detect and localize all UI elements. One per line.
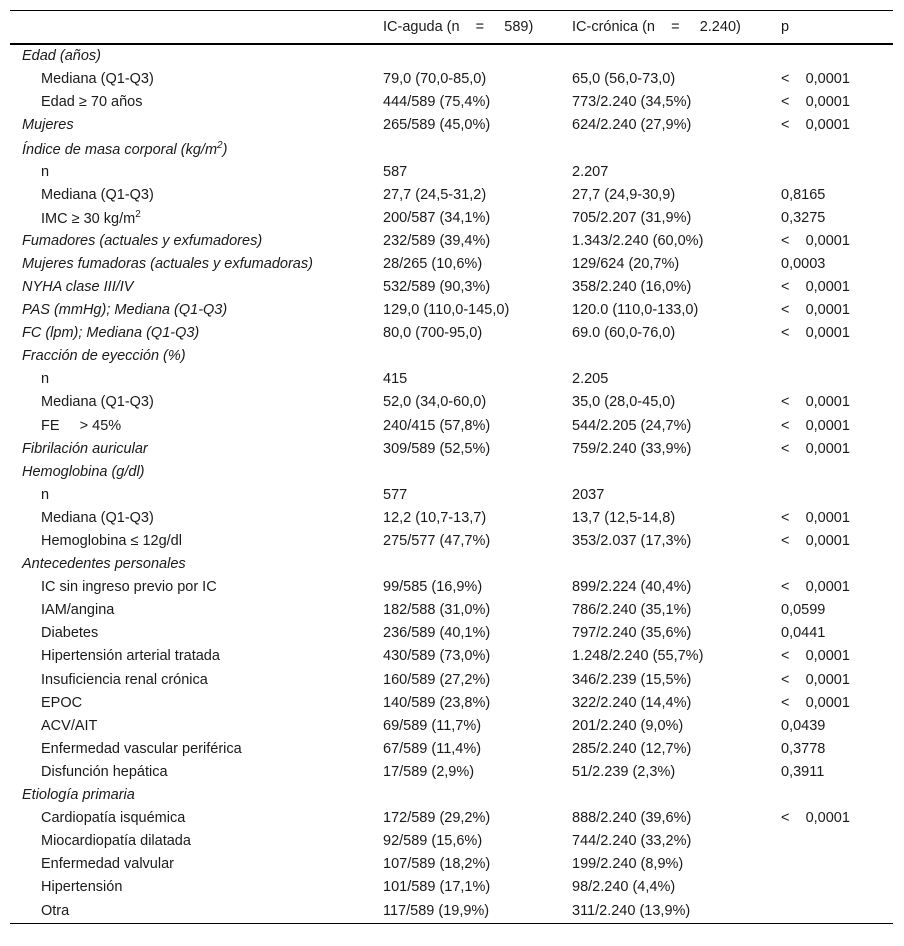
table-row — [10, 299, 893, 322]
row-label: Disfunción hepática — [41, 763, 168, 780]
cell-aguda: 240/415 (57,8%) — [383, 417, 491, 434]
table-row — [10, 876, 893, 899]
table-row — [10, 252, 893, 275]
cell-cronica — [572, 553, 781, 576]
row-label: IMC ≥ 30 $kg/m^2$ — [41, 208, 141, 227]
table-row — [10, 853, 893, 876]
cell-p: < 0,0001 — [781, 232, 850, 249]
table-row — [10, 437, 893, 460]
cell-aguda: 52,0 (34,0-60,0) — [383, 394, 487, 411]
cell-cronica: 65,0 (56,0-73,0) — [572, 71, 676, 88]
table-row — [10, 807, 893, 830]
cell-p: < 0,0001 — [781, 579, 850, 596]
cell-aguda: 265/589 (45,0%) — [383, 117, 491, 134]
table-row — [10, 391, 893, 414]
table-row — [10, 483, 893, 506]
row-label: Mediana (Q1-Q3) — [41, 186, 154, 203]
table-row — [10, 368, 893, 391]
row-label: ACV/AIT — [41, 717, 98, 734]
cell-cronica: 1.248/2.240 (55,7%) — [572, 648, 704, 665]
cell-aguda: 140/589 (23,8%) — [383, 694, 491, 711]
table-row — [10, 206, 893, 229]
cell-p: < 0,0001 — [781, 117, 850, 134]
cell-aguda: 99/585 (16,9%) — [383, 579, 483, 596]
cell-aguda: 577 — [383, 486, 408, 503]
cell-cronica: 744/2.240 (33,2%) — [572, 833, 692, 850]
cell-cronica — [572, 784, 781, 807]
cell-p: 0,0599 — [781, 602, 826, 619]
table-row — [10, 229, 893, 252]
cell-cronica: 51/2.239 (2,3%) — [572, 763, 676, 780]
table-row — [10, 899, 893, 924]
cell-cronica: 311/2.240 (13,9%) — [572, 899, 781, 924]
row-label: PAS (mmHg); Mediana (Q1-Q3) — [22, 302, 228, 319]
cell-p: < 0,0001 — [781, 694, 850, 711]
cell-p: < 0,0001 — [781, 509, 850, 526]
cell-cronica: 353/2.037 (17,3%) — [572, 533, 692, 550]
cell-aguda: 67/589 (11,4%) — [383, 740, 482, 757]
row-label: FC (lpm); Mediana (Q1-Q3) — [22, 325, 200, 342]
cell-cronica: 2037 — [572, 486, 605, 503]
cell-cronica: 759/2.240 (33,9%) — [572, 440, 692, 457]
table-row — [10, 622, 893, 645]
cell-cronica: 2.205 — [572, 371, 609, 388]
header-ic-aguda: IC-aguda (n = 589) — [383, 11, 572, 44]
row-label: Fumadores (actuales y exfumadores) — [22, 232, 263, 249]
cell-aguda: 415 — [383, 371, 408, 388]
cell-cronica: 773/2.240 (34,5%) — [572, 94, 692, 111]
row-label: n — [41, 486, 50, 503]
row-label: Fracción de eyección (%) — [22, 348, 186, 365]
cell-p: < 0,0001 — [781, 394, 850, 411]
row-label: IC sin ingreso previo por IC — [41, 579, 217, 596]
table-row — [10, 645, 893, 668]
cell-cronica — [572, 44, 781, 68]
cell-p — [781, 160, 893, 183]
cell-aguda: 28/265 (10,6%) — [383, 255, 483, 272]
cell-aguda: 532/589 (90,3%) — [383, 278, 491, 295]
row-label: Fibrilación auricular — [22, 440, 148, 457]
row-label: FE > 45% — [41, 417, 122, 434]
row-label: Índice de masa corporal $(kg/m^2)$ — [22, 139, 228, 158]
cell-p: < 0,0001 — [781, 671, 850, 688]
row-label: Hipertensión — [41, 879, 123, 896]
row-label: Cardiopatía isquémica — [41, 810, 186, 827]
cell-aguda: 101/589 (17,1%) — [383, 879, 491, 896]
table-row — [10, 737, 893, 760]
table-row — [10, 160, 893, 183]
cell-aguda: 79,0 (70,0-85,0) — [383, 71, 487, 88]
table-row — [10, 183, 893, 206]
table-row — [10, 68, 893, 91]
cell-aguda: 92/589 (15,6%) — [383, 833, 483, 850]
header-row — [10, 11, 893, 44]
cell-aguda: 69/589 (11,7%) — [383, 717, 482, 734]
row-label: Antecedentes personales — [22, 556, 186, 573]
row-label: Mediana (Q1-Q3) — [41, 509, 154, 526]
cell-cronica: 358/2.240 (16,0%) — [572, 278, 692, 295]
table-row — [10, 91, 893, 114]
cell-cronica: 2.207 — [572, 163, 609, 180]
cell-aguda: 182/588 (31,0%) — [383, 602, 491, 619]
cell-p: 0,0439 — [781, 717, 826, 734]
row-label: Edad (años) — [22, 48, 101, 65]
cell-cronica: 797/2.240 (35,6%) — [572, 625, 692, 642]
cell-p: < 0,0001 — [781, 440, 850, 457]
cell-p — [781, 553, 893, 576]
table-row — [10, 784, 893, 807]
cell-aguda: 160/589 (27,2%) — [383, 671, 491, 688]
cell-cronica: 120.0 (110,0-133,0) — [572, 302, 699, 319]
cell-cronica: 98/2.240 (4,4%) — [572, 879, 676, 896]
cell-aguda: 172/589 (29,2%) — [383, 810, 491, 827]
row-label: NYHA clase III/IV — [22, 278, 134, 295]
cell-cronica: 69.0 (60,0-76,0) — [572, 325, 676, 342]
table-row — [10, 275, 893, 298]
cell-p — [781, 899, 893, 924]
table-row — [10, 414, 893, 437]
cell-cronica: 544/2.205 (24,7%) — [572, 417, 692, 434]
cell-aguda: 129,0 (110,0-145,0) — [383, 302, 510, 319]
cell-cronica: 346/2.239 (15,5%) — [572, 671, 692, 688]
row-label: Miocardiopatía dilatada — [41, 833, 191, 850]
table-row — [10, 830, 893, 853]
cell-p — [781, 137, 893, 160]
table-row — [10, 460, 893, 483]
table-row — [10, 529, 893, 552]
table-row — [10, 714, 893, 737]
cell-cronica: 129/624 (20,7%) — [572, 255, 680, 272]
cell-p: < 0,0001 — [781, 648, 850, 665]
cell-aguda: 107/589 (18,2%) — [383, 856, 491, 873]
cell-aguda: 117/589 (19,9%) — [383, 899, 572, 924]
cell-p: < 0,0001 — [781, 810, 850, 827]
table-row — [10, 137, 893, 160]
cell-cronica: 322/2.240 (14,4%) — [572, 694, 692, 711]
cell-cronica: 35,0 (28,0-45,0) — [572, 394, 676, 411]
row-label: Otra — [10, 899, 383, 924]
cell-p: 0,0441 — [781, 625, 826, 642]
cell-cronica: 888/2.240 (39,6%) — [572, 810, 692, 827]
header-variable — [10, 11, 383, 44]
cell-cronica: 624/2.240 (27,9%) — [572, 117, 692, 134]
cell-aguda: 587 — [383, 163, 408, 180]
row-label: Etiología primaria — [22, 787, 135, 804]
cell-cronica: 786/2.240 (35,1%) — [572, 602, 692, 619]
cell-cronica: 899/2.224 (40,4%) — [572, 579, 692, 596]
cell-aguda — [383, 345, 572, 368]
cell-p — [781, 483, 893, 506]
cell-p — [781, 784, 893, 807]
row-label: n — [41, 163, 50, 180]
baseline-characteristics-table — [10, 10, 893, 924]
cell-p — [781, 44, 893, 68]
cell-cronica: 285/2.240 (12,7%) — [572, 740, 692, 757]
cell-aguda: 17/589 (2,9%) — [383, 763, 475, 780]
cell-aguda: 200/587 (34,1%) — [383, 209, 491, 226]
table-row — [10, 114, 893, 137]
row-label: Diabetes — [41, 625, 99, 642]
cell-aguda: 430/589 (73,0%) — [383, 648, 491, 665]
cell-p — [781, 345, 893, 368]
table-row — [10, 599, 893, 622]
table-row — [10, 691, 893, 714]
cell-cronica — [572, 460, 781, 483]
cell-aguda: 275/577 (47,7%) — [383, 533, 491, 550]
cell-p — [781, 853, 893, 876]
row-label: Hemoglobina (g/dl) — [22, 463, 145, 480]
row-label: Mediana (Q1-Q3) — [41, 394, 154, 411]
table-row — [10, 760, 893, 783]
cell-aguda: 12,2 (10,7-13,7) — [383, 509, 487, 526]
row-label: Hipertensión arterial tratada — [41, 648, 220, 665]
cell-p: 0,3778 — [781, 740, 826, 757]
cell-aguda: 444/589 (75,4%) — [383, 94, 491, 111]
cell-aguda — [383, 784, 572, 807]
cell-p: 0,3911 — [781, 763, 825, 780]
row-label: n — [41, 371, 50, 388]
cell-aguda: 309/589 (52,5%) — [383, 440, 491, 457]
cell-aguda: 27,7 (24,5-31,2) — [383, 186, 487, 203]
cell-p: < 0,0001 — [781, 533, 850, 550]
cell-p: < 0,0001 — [781, 417, 850, 434]
cell-p: 0,3275 — [781, 209, 826, 226]
cell-p: < 0,0001 — [781, 278, 850, 295]
cell-aguda: 232/589 (39,4%) — [383, 232, 491, 249]
cell-aguda — [383, 44, 572, 68]
cell-aguda — [383, 137, 572, 160]
table-row — [10, 345, 893, 368]
cell-aguda — [383, 460, 572, 483]
cell-cronica: 705/2.207 (31,9%) — [572, 209, 692, 226]
table-row — [10, 322, 893, 345]
cell-aguda: 236/589 (40,1%) — [383, 625, 491, 642]
table-row — [10, 44, 893, 68]
row-label: Enfermedad vascular periférica — [41, 740, 242, 757]
cell-p: < 0,0001 — [781, 325, 850, 342]
cell-cronica — [572, 137, 781, 160]
row-label: Mediana (Q1-Q3) — [41, 71, 154, 88]
cell-p: < 0,0001 — [781, 94, 850, 111]
cell-cronica: 199/2.240 (8,9%) — [572, 856, 684, 873]
row-label: IAM/angina — [41, 602, 115, 619]
table-row — [10, 668, 893, 691]
row-label: Insuficiencia renal crónica — [41, 671, 208, 688]
cell-p: 0,8165 — [781, 186, 826, 203]
cell-p: < 0,0001 — [781, 71, 850, 88]
cell-cronica: 1.343/2.240 (60,0%) — [572, 232, 704, 249]
cell-aguda: 80,0 (700-95,0) — [383, 325, 483, 342]
table-row — [10, 553, 893, 576]
row-label: Hemoglobina ≤ 12g/dl — [41, 533, 182, 550]
cell-aguda — [383, 553, 572, 576]
row-label: Mujeres fumadoras (actuales y exfumadoras) — [22, 255, 313, 272]
cell-cronica: 13,7 (12,5-14,8) — [572, 509, 676, 526]
row-label: Edad ≥ 70 años — [41, 94, 143, 111]
cell-cronica: 201/2.240 (9,0%) — [572, 717, 684, 734]
cell-p — [781, 460, 893, 483]
table-row — [10, 576, 893, 599]
cell-cronica: 27,7 (24,9-30,9) — [572, 186, 676, 203]
cell-cronica — [572, 345, 781, 368]
cell-p — [781, 368, 893, 391]
row-label: Mujeres — [22, 117, 74, 134]
cell-p: < 0,0001 — [781, 302, 850, 319]
header-p-value: p — [781, 11, 893, 44]
table-row — [10, 506, 893, 529]
cell-p: 0,0003 — [781, 255, 826, 272]
row-label: EPOC — [41, 694, 83, 711]
cell-p — [781, 830, 893, 853]
header-ic-cronica: IC-crónica (n = 2.240) — [572, 11, 781, 44]
cell-p — [781, 876, 893, 899]
row-label: Enfermedad valvular — [41, 856, 174, 873]
